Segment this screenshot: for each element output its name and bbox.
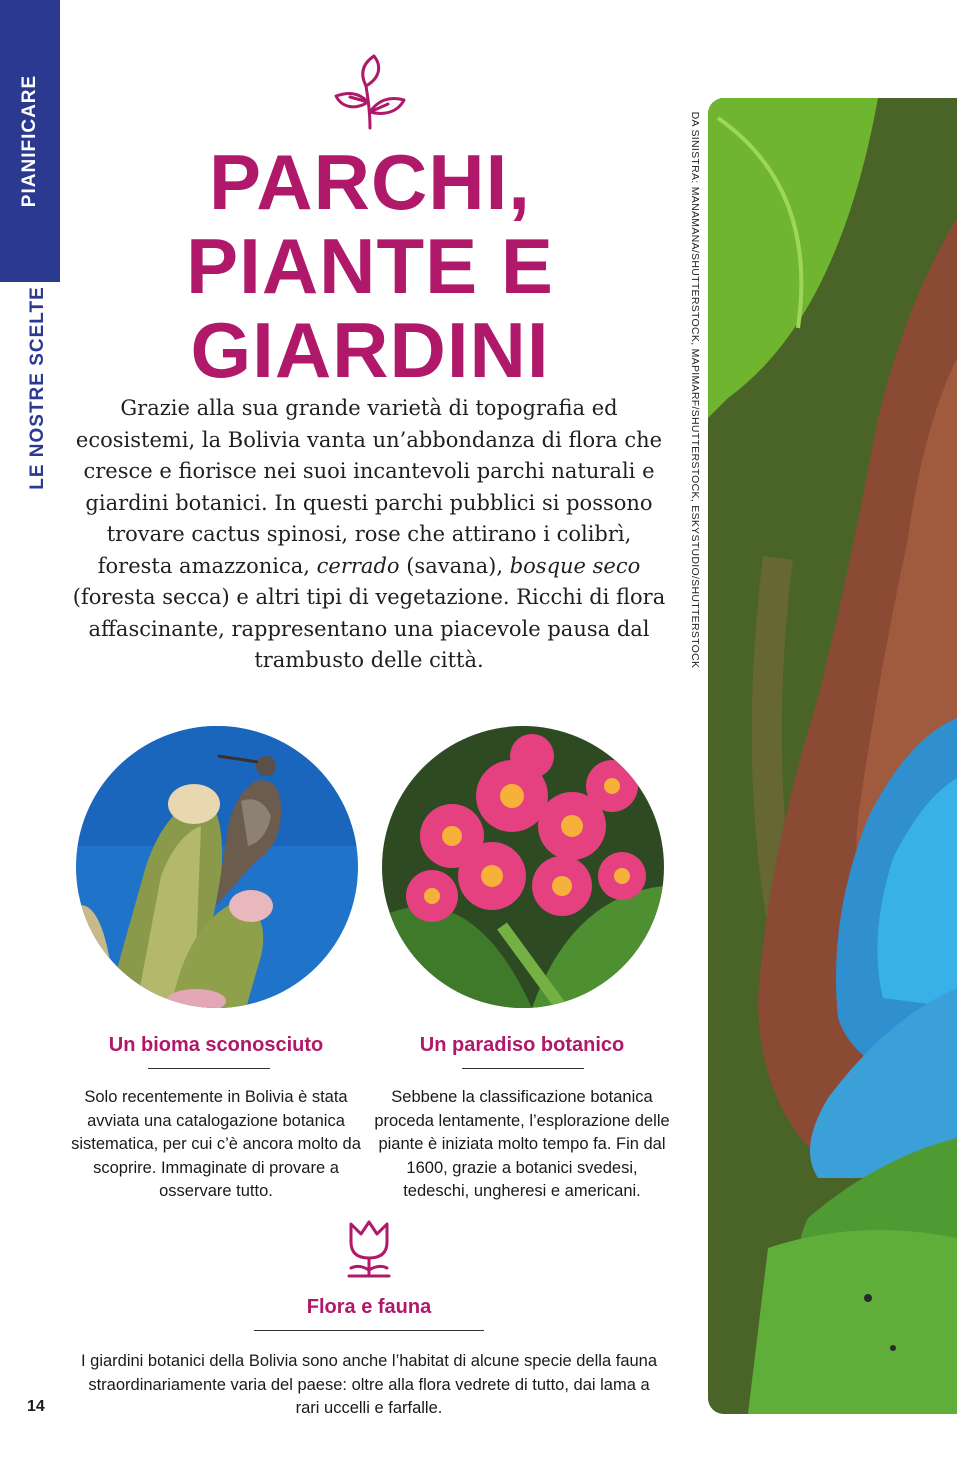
column-text-bioma: Solo recentemente in Bolivia è stata avviata una catalogazione botanica sistematica, per cui c’è ancora molto da scoprire. Immaginate di provare a osservare tutto. (71, 1088, 361, 1200)
intro-text-3: (foresta secca) e altri tipi di vegetazione. Ricchi di flora affascinante, rappresentano una piacevole pausa dal trambusto delle città. (72, 585, 666, 672)
leaf-sprig-icon (330, 52, 410, 132)
section-label: PIANIFICARE (19, 74, 40, 208)
intro-italic-bosque-seco: bosque seco (509, 553, 641, 578)
bottom-text: I giardini botanici della Bolivia sono anche l’habitat di alcune specie della fauna straordinariamente varia del paese: oltre alla flora vedrete di tutto, dai lama a rari uccelli e farfalle. (80, 1352, 658, 1417)
page-title (120, 140, 620, 392)
column-divider-paradiso (462, 1068, 584, 1069)
intro-text-2: (savana), (406, 553, 504, 578)
intro-paragraph (70, 393, 668, 677)
bottom-heading: Flora e fauna (306, 1296, 432, 1318)
intro-text-1: Grazie alla sua grande varietà di topografia ed ecosistemi, la Bolivia vanta un’abbondanza di flora che cresce e fiorisce nei suoi incantevoli parchi naturali e giardini botanici. In questi parchi pubblici si possono trovare cactus spinosi, rose che attirano i colibrì, foresta amazzonica, (75, 396, 663, 578)
photo-credit: DA SINISTRA: MANAMANA/SHUTTERSTOCK, MAPIMARF/SHUTTERSTOCK, ESKYSTUDIO/SHUTTERSTOCK (689, 111, 701, 669)
intro-italic-cerrado: cerrado (316, 553, 400, 578)
column-heading-bioma: Un bioma sconosciuto (108, 1034, 324, 1056)
page-number: 14 (27, 1398, 45, 1415)
title-line-3: GIARDINI (190, 306, 550, 394)
section-tab (0, 0, 60, 282)
bottom-divider (254, 1330, 484, 1331)
hummingbird-cactus-photo (76, 726, 358, 1008)
frangipani-flowers-photo (382, 726, 664, 1008)
column-text-paradiso: Sebbene la classificazione botanica proceda lentamente, l’esplorazione delle piante è iniziata molto tempo fa. Fin dal 1600, grazie a botanici svedesi, tedeschi, ungheresi e americani. (374, 1088, 670, 1200)
title-line-2: PIANTE E (186, 222, 554, 310)
subsection-label: LE NOSTRE SCELTE (27, 286, 48, 490)
butterfly-photo (708, 98, 957, 1414)
column-heading-paradiso: Un paradiso botanico (419, 1034, 625, 1056)
column-divider-bioma (148, 1068, 270, 1069)
title-line-1: PARCHI, (209, 138, 531, 226)
tulip-icon (345, 1218, 393, 1280)
